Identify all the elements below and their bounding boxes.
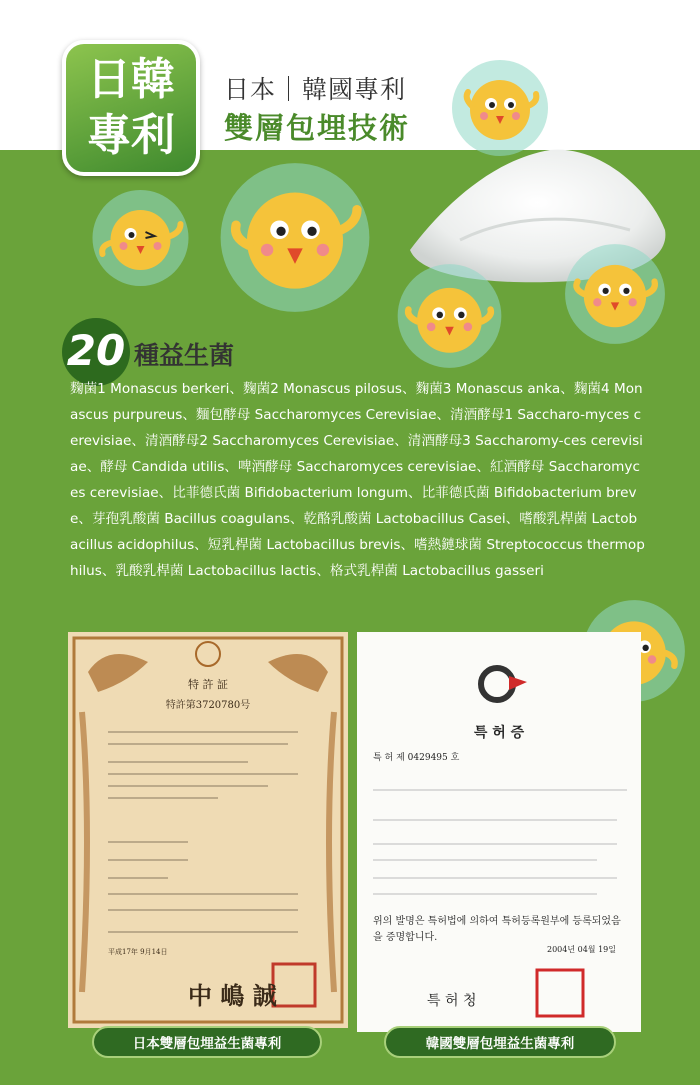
japan-cert-signature: 中 嶋 誠 [188,981,277,1010]
japan-cert-date: 平成17年 9月14日 [108,948,168,956]
korea-patent-caption: 韓國雙層包埋益生菌專利 [384,1026,616,1058]
korea-cert-statement: 위의 발명은 특허법에 의하여 특허등록원부에 등록되었음을 증명합니다. [373,916,621,943]
header-title: 雙層包埋技術 [224,111,411,145]
korea-cert-heading: 특 허 증 [473,725,525,741]
probiotic-mascot-icon [88,188,193,288]
japan-patent-certificate [68,632,348,1028]
strain-list: 麴菌1 Monascus berkeri、麴菌2 Monascus pilosus、麴菌3 Monascus anka、麴菌4 Monascus purpureus、麵包酵母 Saccharomyces Cerevisiae、清酒酵母1 Saccharo-myces cerevisiae、清酒酵母2 Saccharomyces Cerevisiae、清酒酵母3 Saccharomy-ces cerevisiae、酵母 Candida utilis、啤酒酵母 Saccharomyces cerevisiae、紅酒酵母 Saccharomyces cerevisiae、比菲德氏菌 Bifidobacterium longum、比菲德氏菌 Bifidobacterium breve、芽孢乳酸菌 Bacillus coagulans、乾酪乳酸菌 Lactobacillus Casei、嗜酸乳桿菌 Lactobacillus acidophilus、短乳桿菌 Lactobacillus brevis、嗜熱鏈球菌 Streptococcus thermophilus、乳酸乳桿菌 Lactobacillus lactis、格式乳桿菌 Lactobacillus gasseri [70,381,645,579]
badge-line-1: 日韓 [87,54,175,105]
korea-emblem-icon [357,632,641,1032]
probiotic-mascot-icon [215,160,375,315]
probiotic-mascot-icon [450,58,550,158]
korea-cert-date: 2004년 04월 19일 [547,945,616,954]
korea-patent-certificate [357,632,641,1032]
header-subtitle: 日本｜韓國專利 [224,75,407,104]
strain-count: 20 [62,318,130,386]
strain-heading: 種益生菌 [134,341,235,370]
korea-cert-number: 특 허 제 0429495 호 [373,753,460,763]
korea-cert-footer: 특 허 청 [427,993,477,1009]
probiotic-mascot-icon [392,262,507,370]
probiotic-mascot-icon [560,242,670,346]
japan-cert-heading: 特 許 証 [188,678,228,691]
badge-line-2: 專利 [87,110,175,161]
japan-patent-caption: 日本雙層包埋益生菌專利 [92,1026,322,1058]
patent-badge [62,40,200,176]
japan-cert-number: 特許第3720780号 [165,700,251,711]
